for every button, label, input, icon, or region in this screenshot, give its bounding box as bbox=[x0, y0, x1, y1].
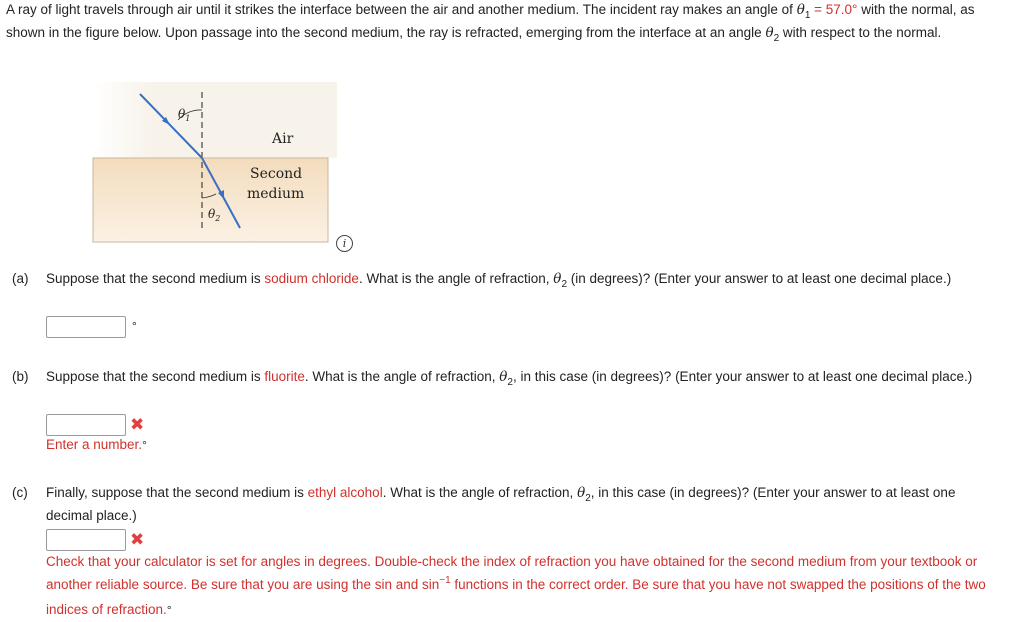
theta1-subscript: 1 bbox=[804, 10, 811, 21]
part-c-label: (c) bbox=[12, 485, 28, 500]
theta1-value: = 57.0° bbox=[810, 2, 858, 17]
theta2-symbol: θ bbox=[765, 25, 774, 41]
part-a-question-end: (in degrees)? (Enter your answer to at least one decimal place.) bbox=[567, 271, 952, 286]
medium-label-line1: Second bbox=[250, 166, 303, 182]
part-a-medium: sodium chloride bbox=[264, 271, 359, 286]
part-c-medium: ethyl alcohol bbox=[307, 485, 383, 500]
part-c-theta: θ bbox=[577, 485, 586, 501]
answer-input-a[interactable] bbox=[46, 316, 126, 338]
part-c-question-end: , in this case (in degrees)? (Enter your answer to at least one decimal place.) bbox=[46, 485, 956, 523]
intro-text-end: with respect to the normal. bbox=[779, 25, 942, 40]
refraction-figure bbox=[92, 82, 337, 244]
part-b-theta: θ bbox=[499, 369, 508, 385]
theta1-symbol: θ bbox=[796, 2, 805, 18]
incorrect-x-icon-c: ✖ bbox=[130, 530, 145, 549]
part-b bbox=[12, 366, 1002, 426]
part-b-label: (b) bbox=[12, 369, 29, 384]
part-c-question bbox=[46, 482, 996, 526]
theta2-label: $\theta_2$ bbox=[208, 207, 221, 223]
incorrect-x-icon-b: ✖ bbox=[130, 415, 145, 434]
degree-unit-c: ° bbox=[166, 603, 172, 617]
part-c-question-mid: . What is the angle of refraction, bbox=[382, 485, 578, 500]
feedback-b-text: Enter a number. bbox=[46, 437, 143, 452]
part-a-label: (a) bbox=[12, 271, 29, 286]
part-a-theta: θ bbox=[553, 271, 562, 287]
part-c bbox=[12, 482, 1002, 542]
theta2-subscript: 2 bbox=[773, 33, 780, 44]
answer-input-b[interactable] bbox=[46, 414, 126, 436]
part-b-question-pre: Suppose that the second medium is bbox=[46, 369, 265, 384]
feedback-c-sup: −1 bbox=[439, 575, 451, 586]
part-c-question-pre: Finally, suppose that the second medium is bbox=[46, 485, 308, 500]
answer-input-c[interactable] bbox=[46, 529, 126, 551]
part-b-question-end: , in this case (in degrees)? (Enter your answer to at least one decimal place.) bbox=[512, 369, 973, 384]
part-b-question-mid: . What is the angle of refraction, bbox=[304, 369, 500, 384]
problem-statement bbox=[6, 0, 1016, 45]
feedback-c-text-end: functions in the correct order. Be sure that you have not swapped the positions of the two indices of refraction. bbox=[46, 577, 986, 617]
degree-unit-a: ° bbox=[132, 319, 137, 333]
part-b-question bbox=[46, 366, 996, 389]
part-b-theta-sub: 2 bbox=[507, 377, 513, 388]
part-a bbox=[12, 268, 1002, 378]
refraction-diagram bbox=[92, 82, 337, 244]
part-a-theta-sub: 2 bbox=[561, 279, 567, 290]
intro-text-mid: with the normal, as shown in the figure below. Upon passage into the second medium, the ray is refracted, emerging from the interface at an angle bbox=[6, 2, 975, 40]
part-a-question bbox=[46, 268, 996, 291]
medium-label-line2: medium bbox=[247, 186, 305, 202]
info-icon[interactable]: i bbox=[336, 235, 353, 252]
feedback-c-text: Check that your calculator is set for angles in degrees. Double-check the index of refraction you have obtained for the second medium from your textbook or another reliable source. Be sure that you are using the sin and sin bbox=[46, 554, 978, 592]
intro-text: A ray of light travels through air until it strikes the interface between the air and another medium. The incident ray makes an angle of bbox=[6, 2, 797, 17]
air-label: Air bbox=[272, 131, 294, 147]
part-a-question-pre: Suppose that the second medium is bbox=[46, 271, 265, 286]
theta1-label: $\theta_1$ bbox=[178, 107, 191, 123]
air-region bbox=[92, 82, 337, 158]
degree-unit-b: ° bbox=[142, 438, 147, 452]
part-b-medium: fluorite bbox=[264, 369, 305, 384]
part-c-theta-sub: 2 bbox=[585, 493, 591, 504]
feedback-c bbox=[46, 550, 996, 622]
part-a-question-mid: . What is the angle of refraction, bbox=[358, 271, 554, 286]
feedback-b bbox=[46, 434, 147, 456]
